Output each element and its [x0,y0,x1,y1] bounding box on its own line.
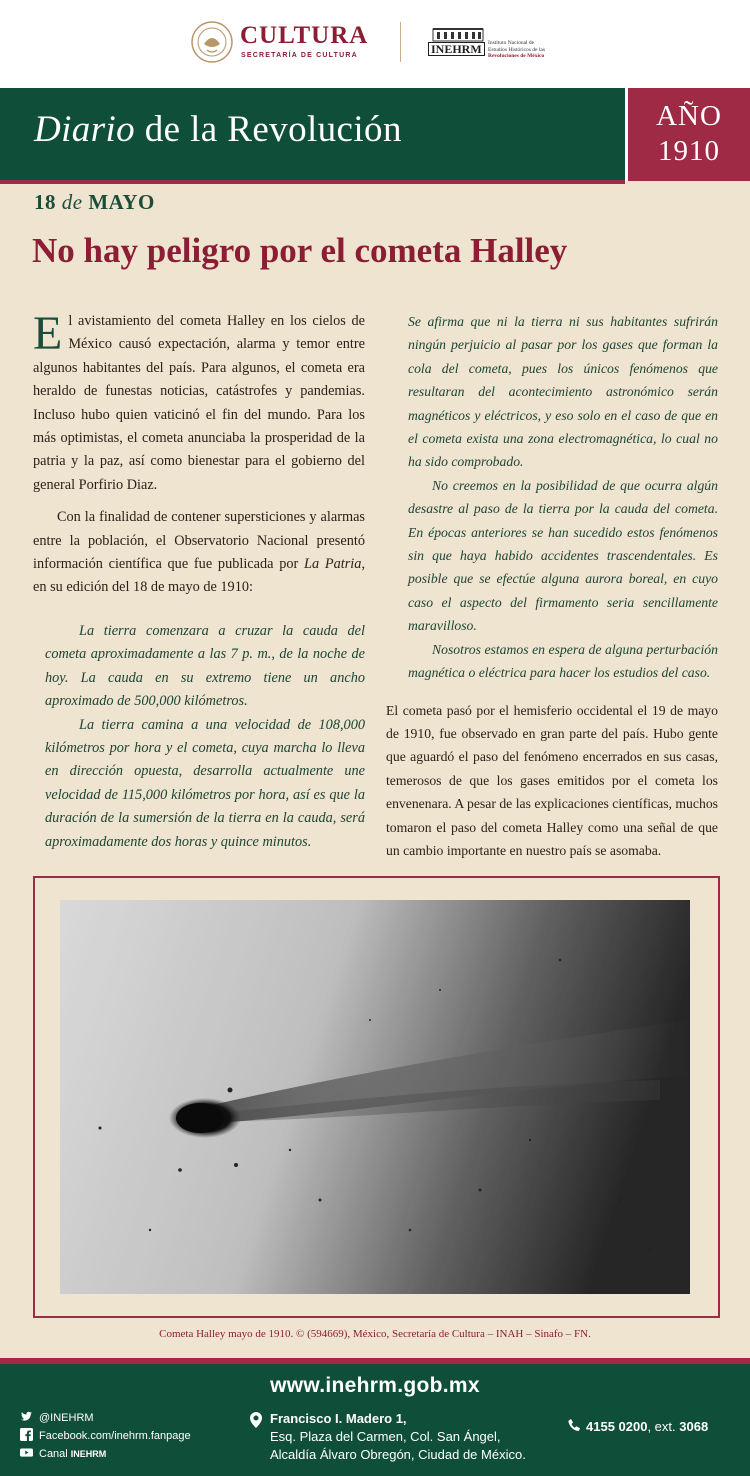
inehrm-logo-description: Instituto Nacional de Estudios Históricos de las Revoluciones de México [488,40,545,59]
cultura-logo-subtitle: SECRETARÍA DE CULTURA [241,52,358,59]
article-headline: No hay peligro por el cometa Halley [32,231,568,270]
article-right-text [386,310,718,862]
article-column-left [33,307,366,854]
phone-number[interactable]: 4155 0200, ext. 3068 [568,1419,708,1434]
article-date: 18 de MAYO [34,190,155,214]
location-pin-icon [250,1412,262,1428]
header-rule [0,180,625,184]
year-number: 1910 [658,135,720,167]
youtube-link[interactable]: Canal INEHRM [20,1446,106,1460]
website-link[interactable]: www.inehrm.gob.mx [270,1374,480,1397]
logo-bar [0,0,750,88]
twitter-icon [20,1410,33,1423]
quote-paragraph: Nosotros estamos en espera de alguna perturbación magnética o eléctrica para hacer los estudios del caso. [408,641,718,681]
quote-tail [386,310,718,685]
quoted-report [33,620,365,854]
cultura-logo-text: CULTURA [240,22,369,49]
quote-paragraph: La tierra camina a una velocidad de 108,000 kilómetros por hora y el cometa, cuya marcha lo lleva en dirección opuesta, desarrolla actualmente une velocidad de 115,000 kilómetros por hora, así es que la duración de la sumersión de la tierra en la cauda, será aproximadamente dos horas y quince minutos. [45,716,365,850]
inehrm-logo-text: INEHRM [428,42,485,56]
paragraph-observatory: Con la finalidad de contener supersticiones y alarmas entre la población, el Observatorio Nacional presentó información científica que fue publicada por La Patria, en su edición del 18 de mayo de 1910: [33,509,366,596]
halley-comet-photo [60,900,690,1294]
paragraph-conclusion: El cometa pasó por el hemisferio occidental el 19 de mayo de 1910, fue observado en gran parte del país. Hubo gente que aguardó el paso del fenómeno encerrados en sus casas, temerosos de que los gases emitidos por el cometa los envenenara. A pesar de las explicaciones científicas, muchos tomaron el paso del cometa Halley como una señal de que un cambio importante en nuestro país se asomaba. [386,702,718,858]
address: Francisco I. Madero 1, Esq. Plaza del Carmen, Col. San Ángel, Alcaldía Álvaro Obregón, Ciudad de México. [270,1411,526,1462]
year-label: AÑO [656,100,722,132]
phone-icon [568,1419,580,1433]
facebook-link[interactable]: Facebook.com/inehrm.fanpage [20,1428,191,1442]
photo-caption: Cometa Halley mayo de 1910. © (594669), México, Secretaría de Cultura – INAH – Sinafo – FN. [159,1328,591,1340]
mexican-seal-icon [190,20,234,64]
publication-title: Diario de la Revolución [34,109,402,150]
logo-divider [400,22,401,62]
quote-paragraph-tail: Se afirma que ni la tierra ni sus habitantes sufrirán ningún perjuicio al pasar por los gases que forman la cola del cometa, pues los únicos fenómenos que resultaran del acontecimiento astronómico serán magnéticos y eléctricos, y eso solo en el caso de que en el cometa exista una zona electromagnética, lo cual no ha sido comprobado. [408,314,718,470]
youtube-icon [20,1446,33,1459]
year-box [625,88,750,181]
drop-cap: E [33,307,63,360]
quote-paragraph: No creemos en la posibilidad de que ocurra algún desastre al paso de la tierra por la cauda del cometa. En épocas anteriores se han sucedido estos fenómenos sin que haya habido accidentes trascendentales. Es posible que se efectúe alguna aurora boreal, en cuyo caso el aspecto del firmamento seria sencillamente maravilloso. [408,477,718,634]
facebook-icon [20,1428,33,1441]
paragraph-intro: El avistamiento del cometa Halley en los cielos de México causó expectación, alarma y temor entre algunos habitantes del país. Para algunos, el cometa era heraldo de funestas noticias, catástrofes y pandemias. Incluso hubo quien vaticinó el fin del mundo. Para los más optimistas, el cometa anunciaba la prosperidad de la patria y la paz, así como bienestar para el gobierno del general Porfirio Diaz. [33,307,365,493]
twitter-link[interactable]: @INEHRM [20,1410,94,1424]
quote-paragraph: La tierra comenzara a cruzar la cauda del cometa aproximadamente a las 7 p. m., de la noche de hoy. La cauda en su extremo tiene un ancho aproximado de 500,000 kilómetros. [45,622,365,710]
inehrm-building-icon [432,26,484,42]
